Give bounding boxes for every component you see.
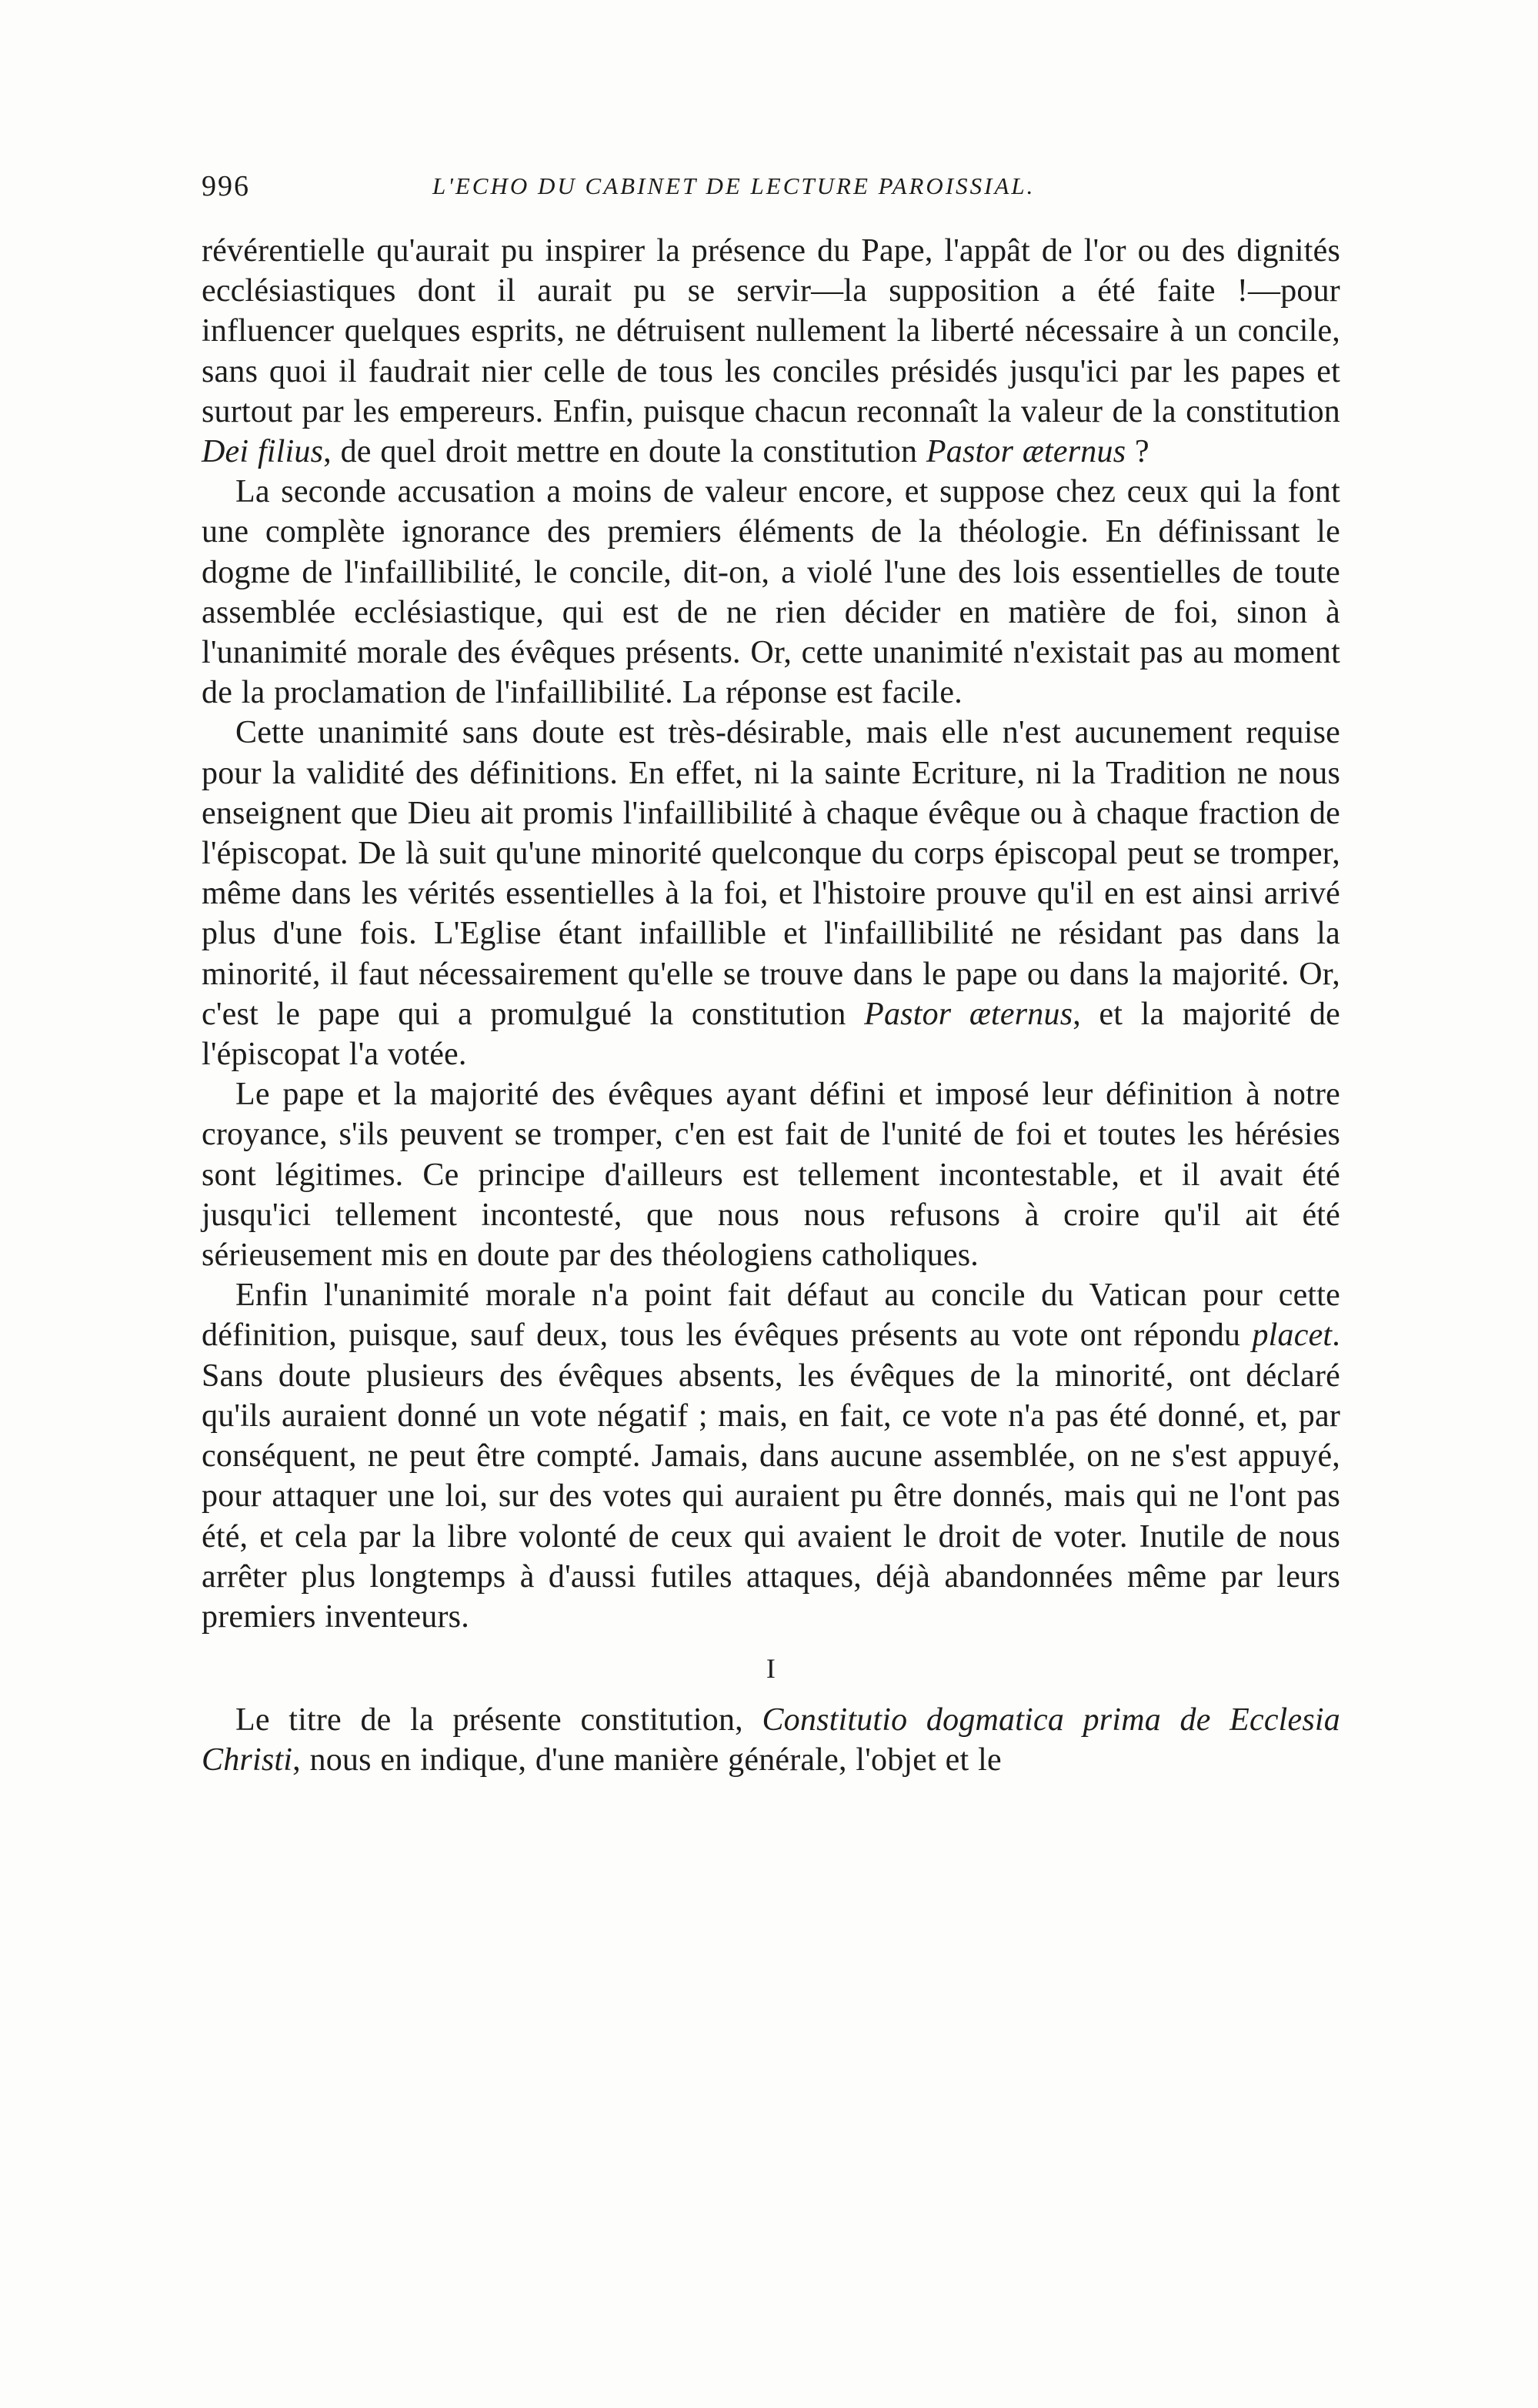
paragraph-unanimity (202, 713, 1340, 1074)
page-header (202, 169, 1340, 215)
text-run: , et la majorité de l'épiscopat l'a votée. (202, 996, 1341, 1073)
italic-word-placet: placet (1252, 1318, 1333, 1354)
text-run: , nous en indique, d'une manière générale, l'objet et le (292, 1742, 1002, 1778)
paragraph-majority: Le pape et la majorité des évêques ayant défini et imposé leur définition à notre croyance, s'ils peuvent se tromper, c'en est fait de l'unité de foi et toutes les hérésies sont légitimes. Ce principe d'ailleurs est tellement incontestable, et il avait été jusqu'ici tellement incontesté, que nous nous refusons à croire qu'il ait été sérieusement mis en doute par des théologiens catholiques. (202, 1077, 1340, 1274)
italic-title-constitutio: Constitutio dogmatica prima de Ecclesia Christi (202, 1702, 1340, 1778)
italic-title-pastor-aeternus: Pastor æternus (926, 434, 1126, 470)
text-run: . Sans doute plusieurs des évêques absents, les évêques de la minorité, ont déclaré qu'ils auraient donné un vote négatif ; mais, en fait, ce vote n'a pas été donné, et, par conséquent, ne peut être compté. Jamais, dans aucune assemblée, on ne s'est appuyé, pour attaquer une loi, sur des votes qui auraient pu être donnés, mais qui ne l'ont pas été, et cela par la libre volonté de ceux qui avaient le droit de voter. Inutile de nous arrêter plus longtemps à d'aussi futiles attaques, déjà abandonnées même par leurs premiers inventeurs. (202, 1318, 1340, 1635)
text-run: , de quel droit mettre en doute la constitution (323, 434, 926, 470)
section-numeral: I (766, 1653, 776, 1685)
text-run: ? (1126, 434, 1149, 470)
paragraph-moral-unanimity (202, 1275, 1340, 1637)
running-head: L'ECHO DU CABINET DE LECTURE PAROISSIAL. (432, 172, 1036, 199)
italic-title-pastor-aeternus: Pastor æternus (864, 996, 1073, 1032)
text-run: Le titre de la présente constitution, (235, 1702, 762, 1738)
text-run: Enfin l'unanimité morale n'a point fait défaut au concile du Vatican pour cette définition, puisque, sauf deux, tous les évêques présents au vote ont répondu (202, 1277, 1340, 1354)
italic-title-dei-filius: Dei filius (202, 434, 324, 470)
paragraph-title-of-constitution (202, 1700, 1340, 1780)
page-body (202, 231, 1340, 1781)
text-run: révérentielle qu'aurait pu inspirer la présence du Pape, l'appât de l'or ou des dignités ecclésiastiques dont il aurait pu se servir—la supposition a été faite !—pour influencer quelques esprits, ne détruisent nullement la liberté nécessaire à un concile, sans quoi il faudrait nier celle de tous les conciles présidés jusqu'ici par les papes et surtout par les empereurs. Enfin, puisque chacun reconnaît la valeur de la constitution (202, 233, 1340, 429)
paragraph-second-accusation: La seconde accusation a moins de valeur encore, et suppose chez ceux qui la font une complète ignorance des premiers éléments de la théologie. En définissant le dogme de l'infaillibilité, le concile, dit-on, a violé l'une des lois essentielles de toute assemblée ecclésiastique, qui est de ne rien décider en matière de foi, sinon à l'unanimité morale des évêques présents. Or, cette unanimité n'existait pas au moment de la proclamation de l'infaillibilité. La réponse est facile. (202, 474, 1340, 711)
page-number: 996 (202, 170, 250, 202)
paragraph-continuation (202, 231, 1340, 472)
text-run: Cette unanimité sans doute est très-désirable, mais elle n'est aucunement requise pour la validité des définitions. En effet, ni la sainte Ecriture, ni la Tradition ne nous enseignent que Dieu ait promis l'infaillibilité à chaque évêque ou à chaque fraction de l'épiscopat. De là suit qu'une minorité quelconque du corps épiscopal peut se tromper, même dans les vérités essentielles à la foi, et l'histoire prouve qu'il en est ainsi arrivé plus d'une fois. L'Eglise étant infaillible et l'infaillibilité ne résidant pas dans la minorité, il faut nécessairement qu'elle se trouve dans le pape ou dans la majorité. Or, c'est le pape qui a promulgué la constitution (202, 715, 1340, 1032)
